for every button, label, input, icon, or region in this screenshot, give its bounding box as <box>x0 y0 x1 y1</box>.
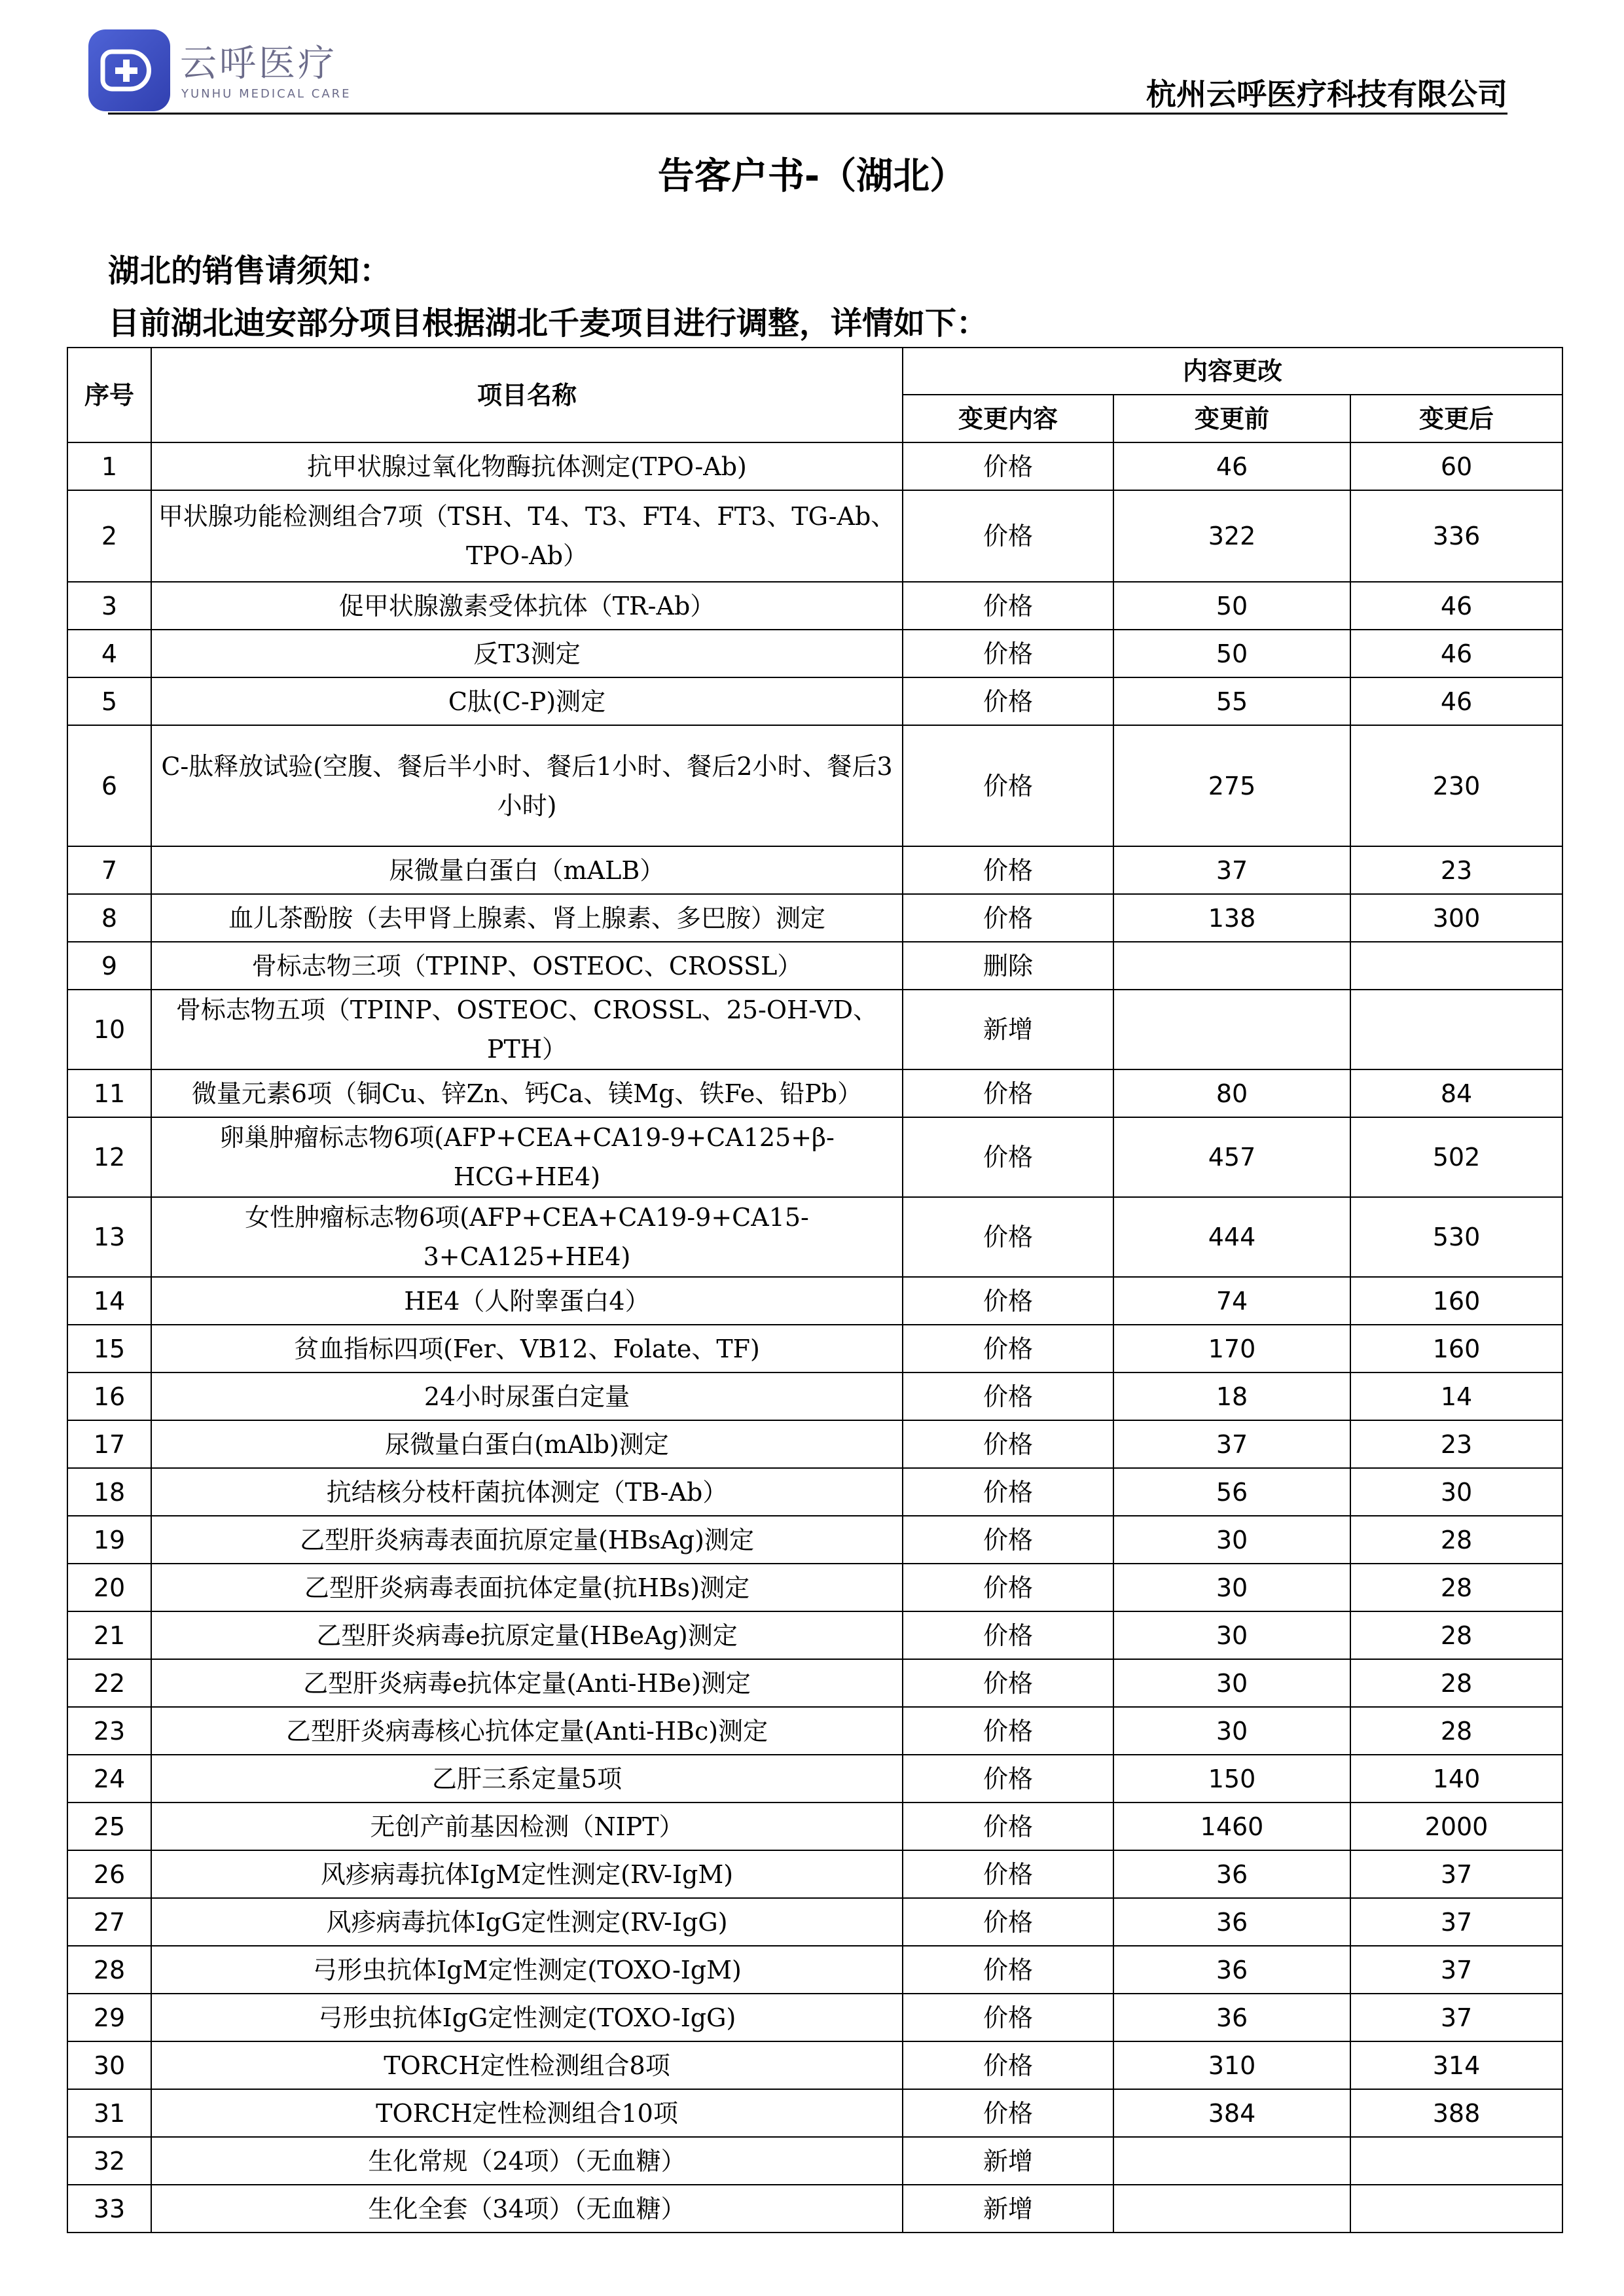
price-change-table <box>67 347 1563 2233</box>
row-item-name: 乙型肝炎病毒表面抗体定量(抗HBs)测定 <box>151 1564 903 1611</box>
table-row <box>67 2137 1562 2185</box>
row-seq: 33 <box>67 2185 151 2233</box>
row-before-value: 80 <box>1113 1069 1350 1117</box>
row-change-type: 价格 <box>903 1898 1113 1946</box>
row-seq: 27 <box>67 1898 151 1946</box>
row-before-value: 55 <box>1113 677 1350 725</box>
row-before-value: 30 <box>1113 1659 1350 1707</box>
table-row <box>67 1516 1562 1564</box>
table-row <box>67 630 1562 677</box>
company-name: 杭州云呼医疗科技有限公司 <box>1146 77 1507 112</box>
row-item-name: 无创产前基因检测（NIPT） <box>151 1803 903 1850</box>
row-change-type: 价格 <box>903 442 1113 490</box>
row-before-value: 50 <box>1113 630 1350 677</box>
row-change-type: 价格 <box>903 1325 1113 1372</box>
row-change-type: 价格 <box>903 1117 1113 1197</box>
row-seq: 6 <box>67 725 151 846</box>
table-row <box>67 1420 1562 1468</box>
row-item-name: 反T3测定 <box>151 630 903 677</box>
row-after-value: 30 <box>1350 1468 1562 1516</box>
row-item-name: 尿微量白蛋白(mAlb)测定 <box>151 1420 903 1468</box>
row-before-value: 444 <box>1113 1197 1350 1277</box>
row-item-name: 风疹病毒抗体IgM定性测定(RV-IgM) <box>151 1850 903 1898</box>
row-change-type: 价格 <box>903 2089 1113 2137</box>
row-after-value: 37 <box>1350 1898 1562 1946</box>
row-before-value: 138 <box>1113 894 1350 942</box>
table-row <box>67 725 1562 846</box>
table-row <box>67 1659 1562 1707</box>
row-before-value: 30 <box>1113 1707 1350 1755</box>
row-change-type: 价格 <box>903 1069 1113 1117</box>
row-after-value: 37 <box>1350 1994 1562 2041</box>
row-after-value: 46 <box>1350 630 1562 677</box>
row-item-name: 血儿茶酚胺（去甲肾上腺素、肾上腺素、多巴胺）测定 <box>151 894 903 942</box>
row-item-name: 抗甲状腺过氧化物酶抗体测定(TPO-Ab) <box>151 442 903 490</box>
row-change-type: 价格 <box>903 1707 1113 1755</box>
row-change-type: 新增 <box>903 990 1113 1069</box>
row-after-value: 300 <box>1350 894 1562 942</box>
row-seq: 15 <box>67 1325 151 1372</box>
header-change-group: 内容更改 <box>903 348 1562 395</box>
row-change-type: 价格 <box>903 894 1113 942</box>
row-before-value <box>1113 990 1350 1069</box>
table-row <box>67 1564 1562 1611</box>
row-seq: 5 <box>67 677 151 725</box>
table-row <box>67 1898 1562 1946</box>
table-row <box>67 1707 1562 1755</box>
row-seq: 21 <box>67 1611 151 1659</box>
row-seq: 31 <box>67 2089 151 2137</box>
row-change-type: 价格 <box>903 1659 1113 1707</box>
row-change-type: 价格 <box>903 1755 1113 1803</box>
row-after-value: 2000 <box>1350 1803 1562 1850</box>
row-after-value: 388 <box>1350 2089 1562 2137</box>
row-after-value: 28 <box>1350 1659 1562 1707</box>
table-row <box>67 1850 1562 1898</box>
row-before-value: 1460 <box>1113 1803 1350 1850</box>
table-row <box>67 942 1562 990</box>
table-row <box>67 1994 1562 2041</box>
table-row <box>67 1277 1562 1325</box>
row-seq: 23 <box>67 1707 151 1755</box>
row-seq: 32 <box>67 2137 151 2185</box>
row-seq: 26 <box>67 1850 151 1898</box>
table-row <box>67 1117 1562 1197</box>
row-item-name: 生化全套（34项）（无血糖） <box>151 2185 903 2233</box>
row-item-name: 乙型肝炎病毒表面抗原定量(HBsAg)测定 <box>151 1516 903 1564</box>
row-item-name: 贫血指标四项(Fer、VB12、Folate、TF) <box>151 1325 903 1372</box>
row-change-type: 价格 <box>903 1994 1113 2041</box>
table-row <box>67 1069 1562 1117</box>
row-change-type: 价格 <box>903 1611 1113 1659</box>
row-item-name: C肽(C-P)测定 <box>151 677 903 725</box>
row-item-name: TORCH定性检测组合8项 <box>151 2041 903 2089</box>
row-before-value: 170 <box>1113 1325 1350 1372</box>
row-after-value: 84 <box>1350 1069 1562 1117</box>
table-row <box>67 894 1562 942</box>
row-before-value: 30 <box>1113 1611 1350 1659</box>
row-before-value: 150 <box>1113 1755 1350 1803</box>
row-before-value: 36 <box>1113 1994 1350 2041</box>
row-change-type: 删除 <box>903 942 1113 990</box>
row-before-value: 322 <box>1113 490 1350 582</box>
header-change-type: 变更内容 <box>903 395 1113 442</box>
row-seq: 30 <box>67 2041 151 2089</box>
header-before: 变更前 <box>1113 395 1350 442</box>
row-before-value: 36 <box>1113 1898 1350 1946</box>
row-after-value: 160 <box>1350 1325 1562 1372</box>
row-item-name: 弓形虫抗体IgM定性测定(TOXO-IgM) <box>151 1946 903 1994</box>
table-row <box>67 990 1562 1069</box>
row-after-value: 46 <box>1350 582 1562 630</box>
row-before-value: 37 <box>1113 1420 1350 1468</box>
row-item-name: 24小时尿蛋白定量 <box>151 1372 903 1420</box>
header-after: 变更后 <box>1350 395 1562 442</box>
row-after-value: 28 <box>1350 1611 1562 1659</box>
row-after-value: 140 <box>1350 1755 1562 1803</box>
table-row <box>67 1197 1562 1277</box>
notice-line-2: 目前湖北迪安部分项目根据湖北千麦项目进行调整，详情如下： <box>108 305 988 342</box>
row-before-value: 30 <box>1113 1516 1350 1564</box>
row-after-value <box>1350 2185 1562 2233</box>
row-before-value: 275 <box>1113 725 1350 846</box>
row-item-name: 女性肿瘤标志物6项(AFP+CEA+CA19-9+CA15-3+CA125+HE4) <box>151 1197 903 1277</box>
row-seq: 28 <box>67 1946 151 1994</box>
row-seq: 25 <box>67 1803 151 1850</box>
row-change-type: 价格 <box>903 1420 1113 1468</box>
table-row <box>67 677 1562 725</box>
row-change-type: 价格 <box>903 1564 1113 1611</box>
row-change-type: 价格 <box>903 677 1113 725</box>
company-logo <box>88 29 352 115</box>
row-before-value: 50 <box>1113 582 1350 630</box>
row-after-value: 60 <box>1350 442 1562 490</box>
table-row <box>67 1325 1562 1372</box>
row-seq: 22 <box>67 1659 151 1707</box>
row-change-type: 价格 <box>903 630 1113 677</box>
row-after-value: 28 <box>1350 1516 1562 1564</box>
table-row <box>67 2089 1562 2137</box>
row-change-type: 价格 <box>903 1372 1113 1420</box>
medical-cross-icon <box>88 29 170 111</box>
row-seq: 14 <box>67 1277 151 1325</box>
row-before-value: 36 <box>1113 1850 1350 1898</box>
row-change-type: 价格 <box>903 1197 1113 1277</box>
row-seq: 7 <box>67 846 151 894</box>
table-row <box>67 2185 1562 2233</box>
row-change-type: 价格 <box>903 1516 1113 1564</box>
row-after-value <box>1350 942 1562 990</box>
row-before-value: 37 <box>1113 846 1350 894</box>
row-after-value <box>1350 2137 1562 2185</box>
row-seq: 8 <box>67 894 151 942</box>
header-seq: 序号 <box>67 348 151 442</box>
row-seq: 12 <box>67 1117 151 1197</box>
row-before-value <box>1113 2185 1350 2233</box>
row-seq: 10 <box>67 990 151 1069</box>
row-change-type: 新增 <box>903 2185 1113 2233</box>
row-seq: 4 <box>67 630 151 677</box>
row-after-value: 46 <box>1350 677 1562 725</box>
table-row <box>67 490 1562 582</box>
row-after-value: 37 <box>1350 1946 1562 1994</box>
row-change-type: 价格 <box>903 1468 1113 1516</box>
row-item-name: HE4（人附睾蛋白4） <box>151 1277 903 1325</box>
row-item-name: 乙型肝炎病毒e抗体定量(Anti-HBe)测定 <box>151 1659 903 1707</box>
logo-chinese-text: 云呼医疗 <box>180 43 337 85</box>
row-item-name: 生化常规（24项）（无血糖） <box>151 2137 903 2185</box>
table-row <box>67 1946 1562 1994</box>
row-before-value: 56 <box>1113 1468 1350 1516</box>
row-seq: 24 <box>67 1755 151 1803</box>
row-item-name: 乙型肝炎病毒核心抗体定量(Anti-HBc)测定 <box>151 1707 903 1755</box>
row-after-value: 23 <box>1350 1420 1562 1468</box>
row-before-value: 310 <box>1113 2041 1350 2089</box>
row-change-type: 价格 <box>903 1277 1113 1325</box>
row-item-name: 甲状腺功能检测组合7项（TSH、T4、T3、FT4、FT3、TG-Ab、TPO-Ab） <box>151 490 903 582</box>
row-after-value: 14 <box>1350 1372 1562 1420</box>
table-row <box>67 1803 1562 1850</box>
row-after-value: 336 <box>1350 490 1562 582</box>
row-seq: 2 <box>67 490 151 582</box>
row-before-value: 457 <box>1113 1117 1350 1197</box>
row-before-value: 74 <box>1113 1277 1350 1325</box>
row-seq: 18 <box>67 1468 151 1516</box>
header-item-name: 项目名称 <box>151 348 903 442</box>
row-seq: 20 <box>67 1564 151 1611</box>
row-seq: 19 <box>67 1516 151 1564</box>
row-item-name: 乙肝三系定量5项 <box>151 1755 903 1803</box>
row-item-name: 骨标志物五项（TPINP、OSTEOC、CROSSL、25-OH-VD、PTH） <box>151 990 903 1069</box>
row-after-value: 230 <box>1350 725 1562 846</box>
notice-line-1: 湖北的销售请须知： <box>108 253 391 289</box>
row-change-type: 价格 <box>903 1803 1113 1850</box>
row-item-name: TORCH定性检测组合10项 <box>151 2089 903 2137</box>
row-before-value <box>1113 942 1350 990</box>
table-row <box>67 582 1562 630</box>
row-item-name: 抗结核分枝杆菌抗体测定（TB-Ab） <box>151 1468 903 1516</box>
row-before-value: 30 <box>1113 1564 1350 1611</box>
row-change-type: 新增 <box>903 2137 1113 2185</box>
row-after-value: 37 <box>1350 1850 1562 1898</box>
row-seq: 29 <box>67 1994 151 2041</box>
row-after-value: 28 <box>1350 1707 1562 1755</box>
table-row <box>67 1755 1562 1803</box>
row-change-type: 价格 <box>903 490 1113 582</box>
row-before-value: 36 <box>1113 1946 1350 1994</box>
row-seq: 9 <box>67 942 151 990</box>
row-seq: 3 <box>67 582 151 630</box>
row-after-value: 28 <box>1350 1564 1562 1611</box>
row-change-type: 价格 <box>903 725 1113 846</box>
row-change-type: 价格 <box>903 2041 1113 2089</box>
row-seq: 11 <box>67 1069 151 1117</box>
row-change-type: 价格 <box>903 1850 1113 1898</box>
table-row <box>67 442 1562 490</box>
row-item-name: 卵巢肿瘤标志物6项(AFP+CEA+CA19-9+CA125+β-HCG+HE4) <box>151 1117 903 1197</box>
row-item-name: 弓形虫抗体IgG定性测定(TOXO-IgG) <box>151 1994 903 2041</box>
row-after-value: 502 <box>1350 1117 1562 1197</box>
row-seq: 1 <box>67 442 151 490</box>
row-after-value: 23 <box>1350 846 1562 894</box>
row-before-value: 18 <box>1113 1372 1350 1420</box>
row-seq: 13 <box>67 1197 151 1277</box>
row-seq: 16 <box>67 1372 151 1420</box>
row-before-value: 384 <box>1113 2089 1350 2137</box>
table-row <box>67 2041 1562 2089</box>
table-body <box>67 442 1562 2233</box>
row-change-type: 价格 <box>903 582 1113 630</box>
row-item-name: 微量元素6项（铜Cu、锌Zn、钙Ca、镁Mg、铁Fe、铅Pb） <box>151 1069 903 1117</box>
table-row <box>67 1372 1562 1420</box>
row-item-name: 尿微量白蛋白（mALB） <box>151 846 903 894</box>
table-row <box>67 846 1562 894</box>
row-after-value: 530 <box>1350 1197 1562 1277</box>
header-divider <box>108 113 1507 115</box>
row-item-name: C-肽释放试验(空腹、餐后半小时、餐后1小时、餐后2小时、餐后3小时) <box>151 725 903 846</box>
table-row <box>67 1611 1562 1659</box>
row-after-value: 160 <box>1350 1277 1562 1325</box>
row-item-name: 骨标志物三项（TPINP、OSTEOC、CROSSL） <box>151 942 903 990</box>
document-title: 告客户书-（湖北） <box>657 155 967 198</box>
row-after-value: 314 <box>1350 2041 1562 2089</box>
row-seq: 17 <box>67 1420 151 1468</box>
logo-english-text: YUNHU MEDICAL CARE <box>181 87 352 101</box>
row-before-value: 46 <box>1113 442 1350 490</box>
row-item-name: 乙型肝炎病毒e抗原定量(HBeAg)测定 <box>151 1611 903 1659</box>
table-row <box>67 1468 1562 1516</box>
row-item-name: 促甲状腺激素受体抗体（TR-Ab） <box>151 582 903 630</box>
row-change-type: 价格 <box>903 846 1113 894</box>
row-change-type: 价格 <box>903 1946 1113 1994</box>
row-before-value <box>1113 2137 1350 2185</box>
row-item-name: 风疹病毒抗体IgG定性测定(RV-IgG) <box>151 1898 903 1946</box>
row-after-value <box>1350 990 1562 1069</box>
